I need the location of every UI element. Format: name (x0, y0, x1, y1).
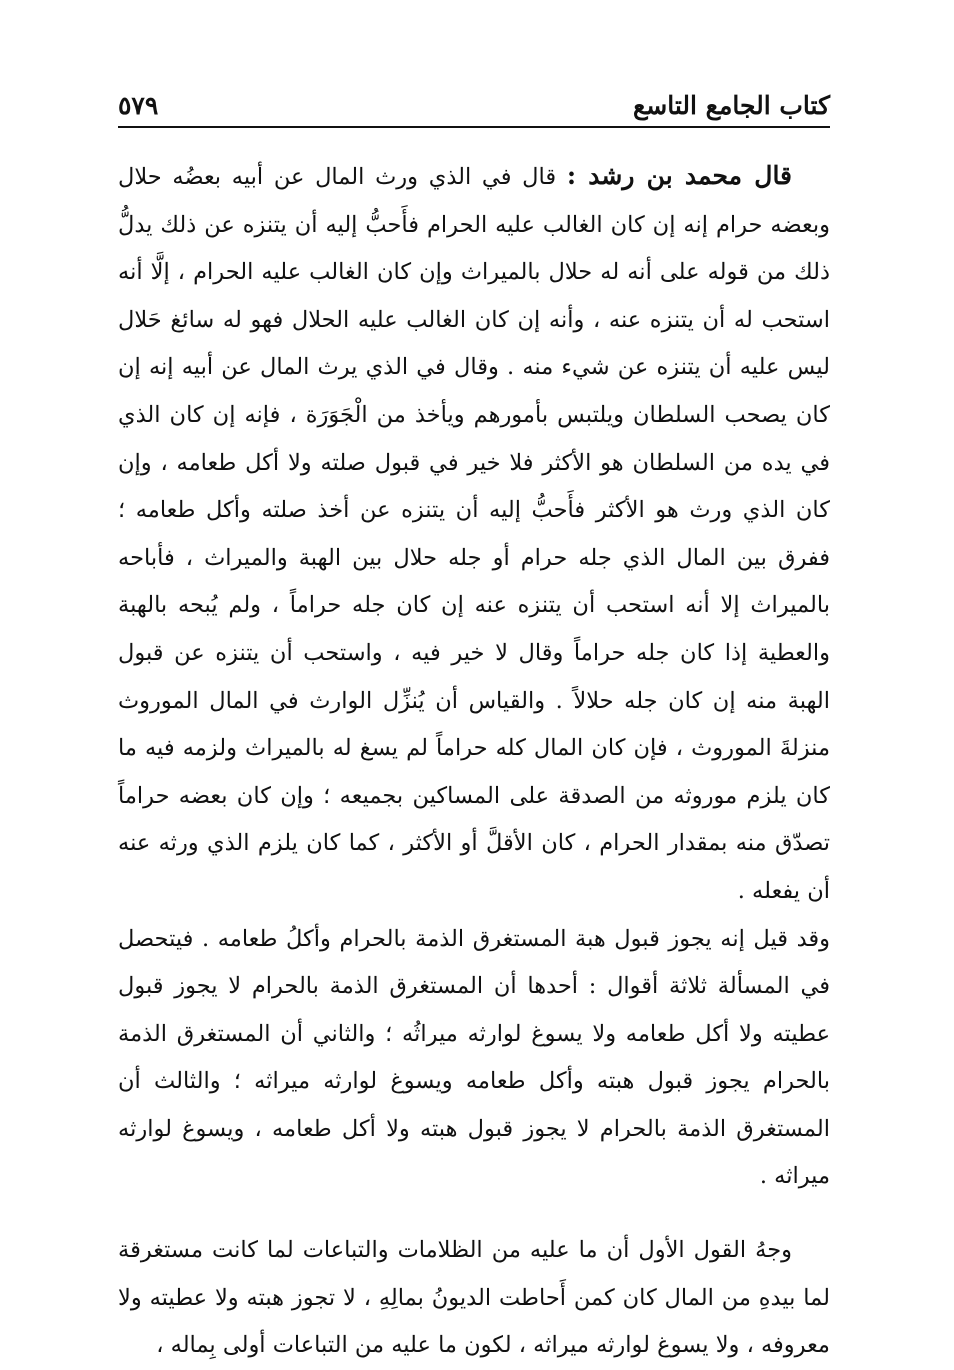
paragraph-text: قال في الذي ورث المال عن أبيه بعضُه حلال وبعضه حرام إنه إن كان الغالب عليه الحرام فأَحبُّ إليه أن يتنزه عن ذلك يدلُّ ذلك من قوله على أنه له حلال بالميراث وإن كان الغالب عليه الحرام ، إلَّا أنه استحب له أن يتنزه عنه ، وأنه إن كان الغالب عليه الحلال فهو له سائغ حَلال ليس عليه أن يتنزه عن شيء منه . وقال في الذي يرث المال عن أبيه إنه إن كان يصحب السلطان ويلتبس بأمورهم ويأخذ من الْجَوَرَة ، فإنه إن كان الذي في يده من السلطان هو الأكثر فلا خير في قبول صلته ولا أكل طعامه ، وإن كان الذي ورث هو الأكثر فأَحبُّ إليه أن يتنزه عن أخذ صلته وأكل طعامه ؛ ففرق بين المال الذي جله حرام أو جله حلال بين الهبة والميراث ، فأباحه بالميراث إلا أنه استحب أن يتنزه عنه إن كان جله حراماً ، ولم يُبحه بالهبة والعطية إذا كان جله حراماً وقال لا خير فيه ، واستحب أن يتنزه عن قبول الهبة منه إن كان جله حلالاً . والقياس أن يُنزِّل الوارث في المال الموروث منزلةَ الموروث ، فإن كان المال كله حراماً لم يسغ له بالميراث ولزمه فيه ما كان يلزم موروثه من الصدقة على المساكين بجميعه ؛ وإن كان بعضه حراماً تصدّق منه بمقدار الحرام ، كان الأقلَّ أو الأكثر ، كما كان يلزم الذي ورثه عنه أن يفعله . (118, 164, 830, 904)
running-header (118, 86, 830, 128)
paragraph-3 (118, 1227, 830, 1370)
paragraph-1 (118, 152, 830, 916)
speaker-label: قال محمد بن رشد : (566, 161, 793, 190)
running-header-title: كتاب الجامع التاسع (633, 91, 830, 120)
paragraph-text: وقد قيل إنه يجوز قبول هبة المستغرق الذمة بالحرام وأكلُ طعامه . فيتحصل في المسألة ثلاثة أقوال : أحدها أن المستغرق الذمة بالحرام لا يجوز قبول عطيته ولا أكل طعامه ولا يسوغ لوارثه ميراثُه ؛ والثاني أن المستغرق الذمة بالحرام يجوز قبول هبته وأكل طعامه ويسوغ لوارثه ميراثه ؛ والثالث أن المستغرق الذمة بالحرام لا يجوز قبول هبته ولا أكل طعامه ، ويسوغ لوارثه ميراثه . (118, 925, 830, 1190)
paragraph-text: وجهُ القول الأول أن ما عليه من الظلامات والتباعات لما كانت مستغرقة لما بيدهِ من المال كان كمن أَحاطت الديونُ بمالِهِ ، لا تجوز هبته ولا عطيته ولا معروفه ، ولا يسوغ لوارثه ميراثه ، لكون ما عليه من التباعات أولى بِماله ، (118, 1237, 830, 1359)
body-text (118, 152, 830, 1370)
page-number: ٥٧٩ (118, 91, 159, 120)
paragraph-2 (118, 916, 830, 1202)
